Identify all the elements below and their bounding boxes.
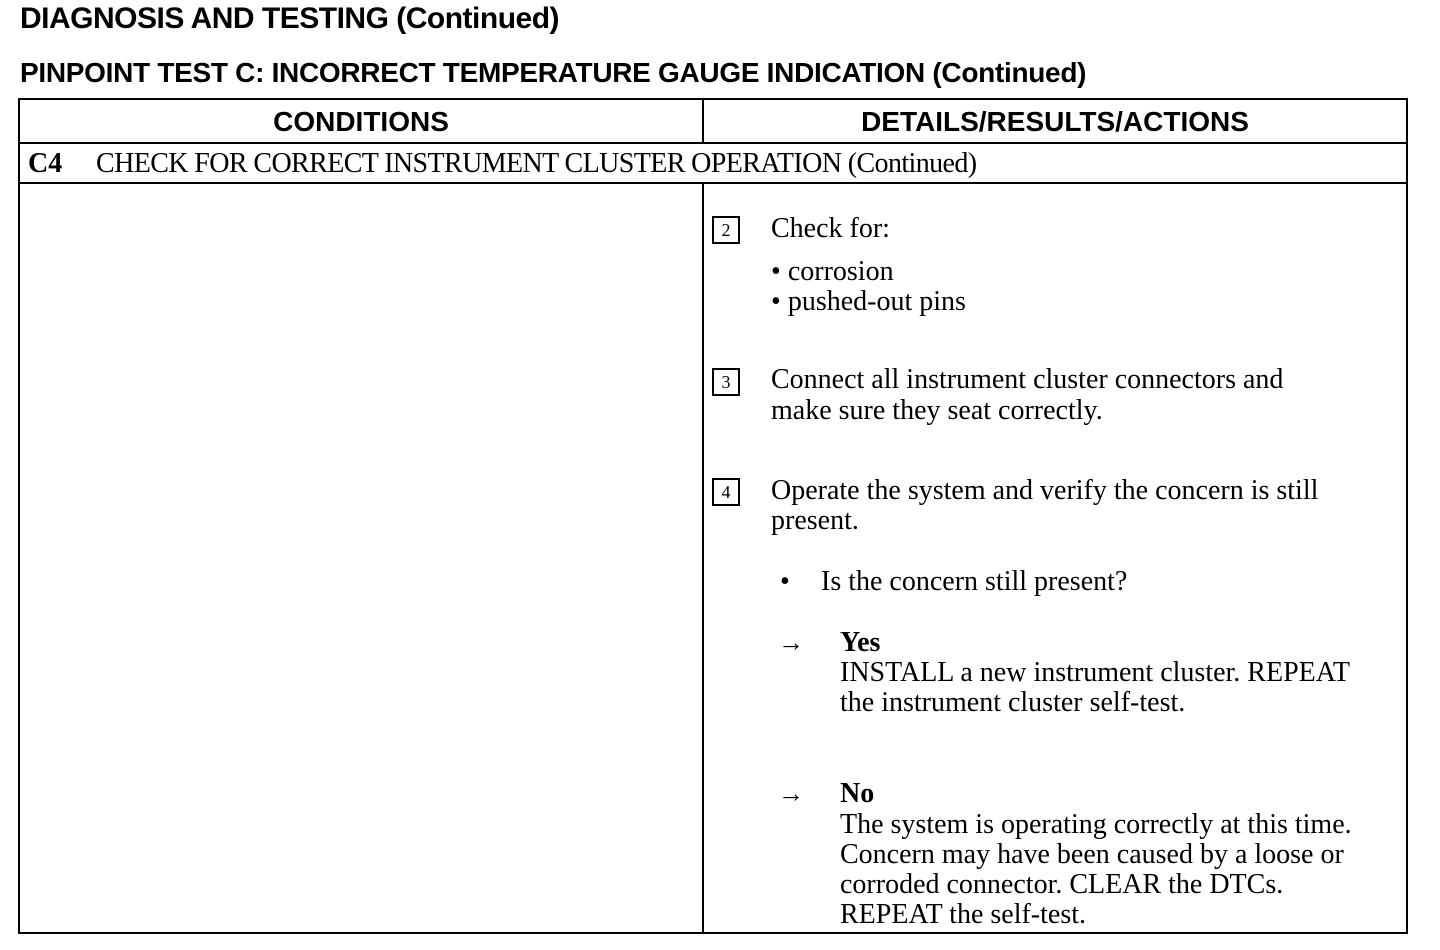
result-text: corroded connector. CLEAR the DTCs. <box>840 869 1284 900</box>
result-text: INSTALL a new instrument cluster. REPEAT <box>840 657 1350 688</box>
right-arrow-icon: → <box>778 779 804 808</box>
right-arrow-icon: → <box>778 628 804 657</box>
action-text: present. <box>771 505 859 536</box>
step-number-box: 2 <box>712 216 740 244</box>
question-bullet: • <box>780 566 790 597</box>
column-divider <box>702 184 704 934</box>
step-heading-row <box>20 144 1406 184</box>
pinpoint-test-title: PINPOINT TEST C: INCORRECT TEMPERATURE GAUGE INDICATION (Continued) <box>20 57 1087 88</box>
pinpoint-test-table <box>18 98 1408 934</box>
result-text: the instrument cluster self-test. <box>840 687 1186 718</box>
list-item: • pushed-out pins <box>771 286 966 317</box>
action-text: make sure they seat correctly. <box>771 395 1103 426</box>
table-header-row <box>20 100 1406 144</box>
question-text: Is the concern still present? <box>821 566 1128 597</box>
action-text: Connect all instrument cluster connectors and <box>771 364 1284 395</box>
result-no-label: No <box>840 778 875 809</box>
conditions-column-header: CONDITIONS <box>273 106 449 137</box>
result-text: The system is operating correctly at this time. <box>840 809 1352 840</box>
bullet-text: pushed-out pins <box>787 286 966 317</box>
list-item: • corrosion <box>771 256 894 287</box>
step-number-box: 3 <box>712 368 740 396</box>
action-text: Operate the system and verify the concern is still <box>771 475 1319 506</box>
result-text: Concern may have been caused by a loose or <box>840 839 1344 870</box>
bullet-text: corrosion <box>787 256 894 287</box>
column-divider <box>702 100 704 144</box>
page-title: DIAGNOSIS AND TESTING (Continued) <box>20 2 560 35</box>
result-yes-label: Yes <box>840 627 881 658</box>
result-text: REPEAT the self-test. <box>840 899 1087 930</box>
action-text: Check for: <box>771 213 890 244</box>
details-column-header: DETAILS/RESULTS/ACTIONS <box>861 106 1249 137</box>
step-title: CHECK FOR CORRECT INSTRUMENT CLUSTER OPERATION (Continued) <box>96 148 977 179</box>
step-number-box: 4 <box>712 478 740 506</box>
step-id: C4 <box>28 148 63 179</box>
